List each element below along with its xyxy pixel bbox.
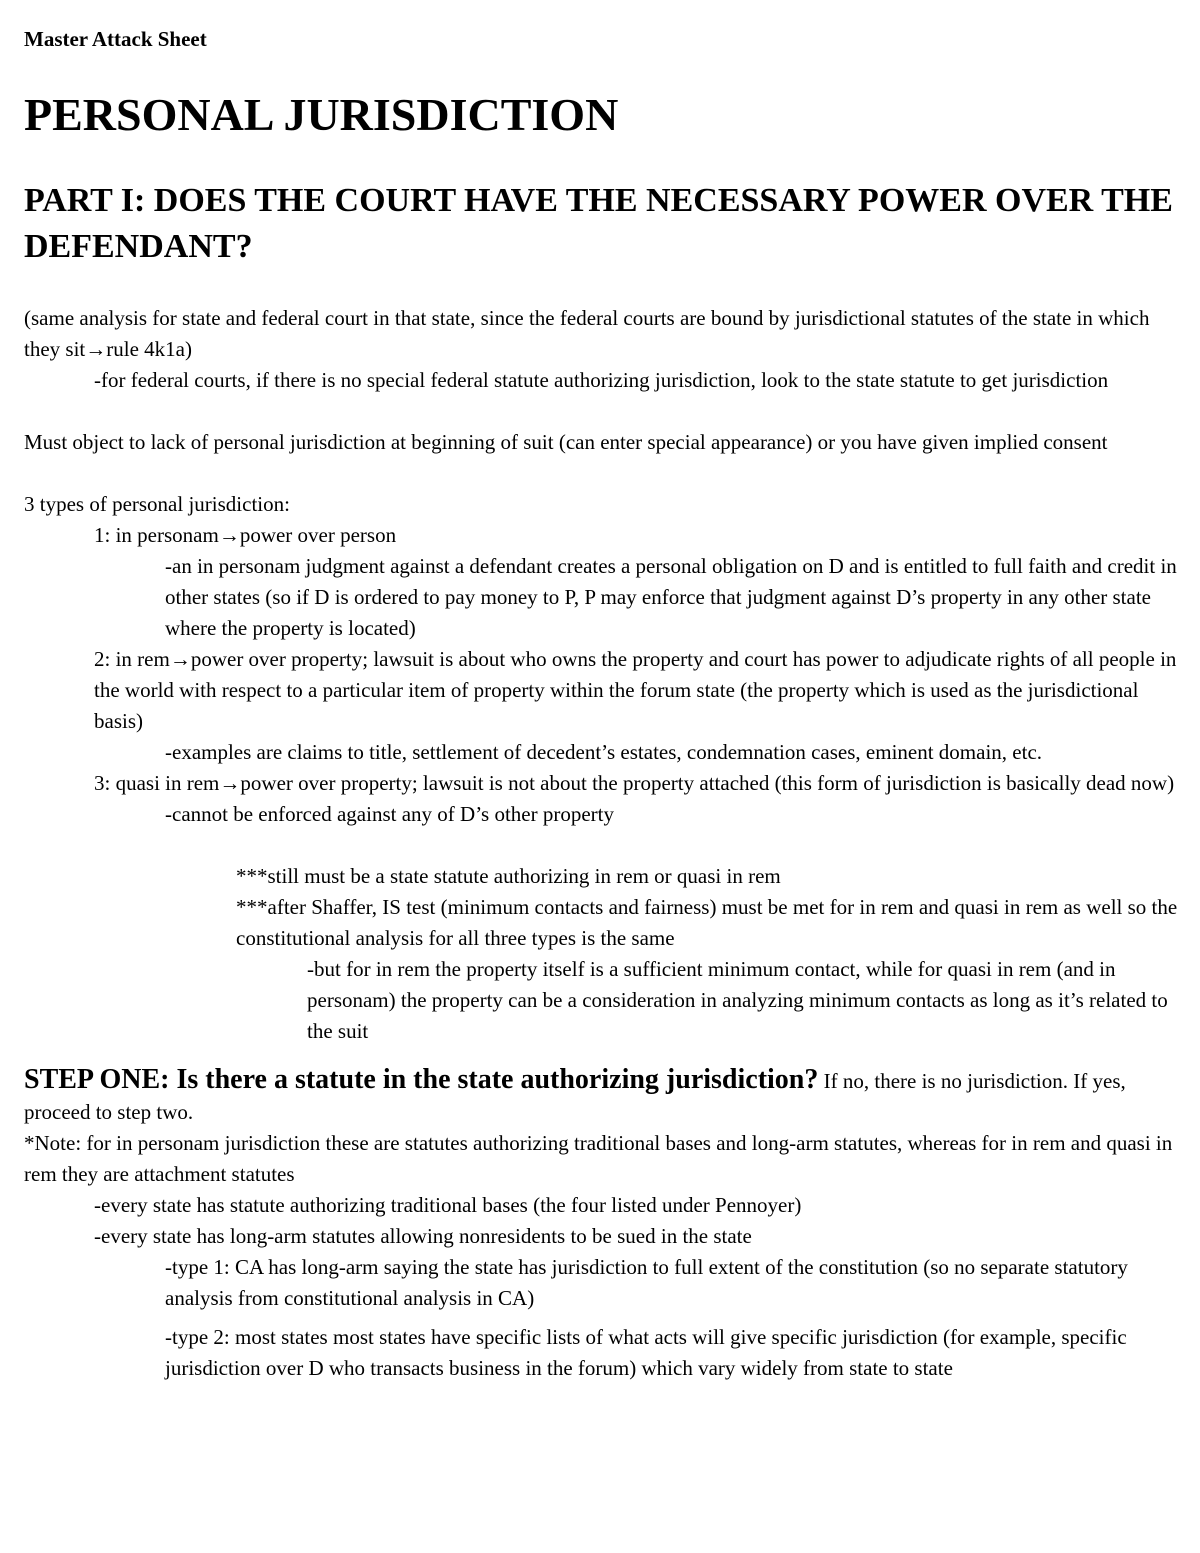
quasi-in-rem-detail: -cannot be enforced against any of D’s other property (165, 802, 614, 826)
traditional-bases-bullet: -every state has statute authorizing traditional bases (the four listed under Pennoyer) (94, 1193, 802, 1217)
part-one-heading: PART I: DOES THE COURT HAVE THE NECESSARY POWER OVER THE DEFENDANT? (24, 182, 1173, 265)
arrow-icon: → (169, 647, 191, 671)
intro-rule: rule 4k1a) (106, 337, 192, 361)
intro-text: (same analysis for state and federal court in that state, since the federal courts are bound by jurisdictional statutes of the state in which they sit (24, 306, 1150, 361)
type-desc: power over property; lawsuit is not about the property attached (this form of jurisdiction is basically dead now) (240, 771, 1175, 795)
in-personam-detail: -an in personam judgment against a defendant creates a personal obligation on D and is entitled to full faith and credit in other states (so if D is ordered to pay money to P, P may enforce that judgment against D’s property in any other state where the property is located) (165, 554, 1177, 640)
type-quasi-in-rem (24, 768, 1184, 799)
intro-paragraph (24, 303, 1184, 365)
step-one-heading: STEP ONE: Is there a statute in the state authorizing jurisdiction? (24, 1064, 819, 1095)
document-body (24, 303, 1184, 1384)
long-arm-type-2: -type 2: most states most states have specific lists of what acts will give specific jurisdiction (for example, specific jurisdiction over D who transacts business in the forum) which vary widely from state to state (165, 1325, 1127, 1380)
document-title: PERSONAL JURISDICTION (24, 89, 619, 140)
note-shaffer: ***after Shaffer, IS test (minimum contacts and fairness) must be met for in rem and quasi in rem as well so the constitutional analysis for all three types is the same (236, 895, 1178, 950)
federal-courts-note: -for federal courts, if there is no special federal statute authorizing jurisdiction, look to the state statute to get jurisdiction (94, 368, 1109, 392)
arrow-icon: → (85, 337, 107, 361)
long-arm-type-1: -type 1: CA has long-arm saying the state has jurisdiction to full extent of the constitution (so no separate statutory analysis from constitutional analysis in CA) (165, 1255, 1128, 1310)
in-rem-examples: -examples are claims to title, settlement of decedent’s estates, condemnation cases, eminent domain, etc. (165, 740, 1043, 764)
step-one-note: *Note: for in personam jurisdiction these are statutes authorizing traditional bases and long-arm statutes, whereas for in rem and quasi in rem they are attachment statutes (24, 1131, 1173, 1186)
step-one-section (24, 1064, 1184, 1384)
long-arm-bullet: -every state has long-arm statutes allowing nonresidents to be sued in the state (94, 1224, 752, 1248)
type-in-personam (24, 520, 1184, 551)
step-one-paragraph (24, 1064, 1184, 1128)
objection-paragraph: Must object to lack of personal jurisdiction at beginning of suit (can enter special appearance) or you have given implied consent (24, 430, 1108, 454)
arrow-icon: → (218, 523, 240, 547)
document-header: Master Attack Sheet (24, 27, 207, 51)
arrow-icon: → (219, 771, 241, 795)
types-heading: 3 types of personal jurisdiction: (24, 492, 290, 516)
type-label: 3: quasi in rem (94, 771, 220, 795)
step-one-instructions: If no, there is no jurisdiction. If yes, proceed to step two. (24, 1069, 1126, 1124)
type-label: 1: in personam (94, 523, 219, 547)
note-property-contact: -but for in rem the property itself is a sufficient minimum contact, while for quasi in rem (and in personam) the property can be a consideration in analyzing minimum contacts as long as it’s related to the suit (307, 957, 1168, 1043)
type-label: 2: in rem (94, 647, 170, 671)
type-in-rem (24, 644, 1184, 737)
type-desc: power over property; lawsuit is about who owns the property and court has power to adjudicate rights of all people in the world with respect to a particular item of property within the forum state (the property which is used as the jurisdictional basis) (94, 647, 1177, 733)
note-statute: ***still must be a state statute authorizing in rem or quasi in rem (236, 864, 781, 888)
type-desc: power over person (239, 523, 397, 547)
